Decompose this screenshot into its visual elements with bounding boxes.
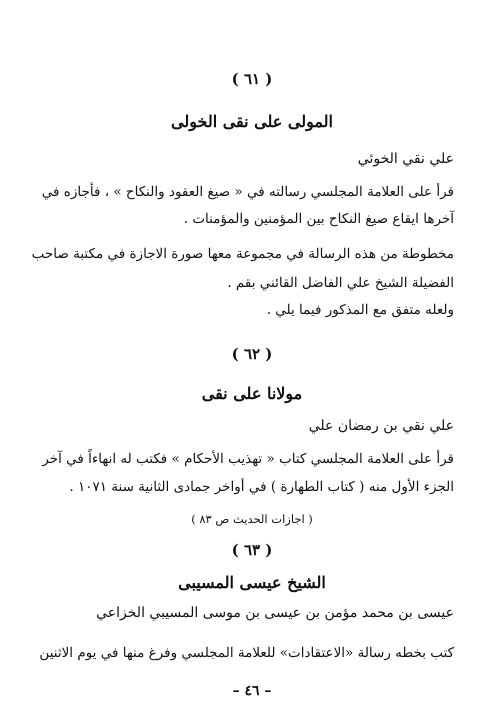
source-citation: ( اجازات الحديث ص ٨٣ ) — [191, 512, 313, 526]
entry-name: علي نقي بن رمضان علي — [308, 418, 454, 434]
paragraph-line: الفضيلة الشيخ علي الفاضل القائني بقم . — [227, 275, 454, 291]
entry-number: ( ٦٢ ) — [231, 345, 273, 363]
paragraph-line: كتب بخطه رسالة «الاعتقادات» للعلامة المجلسي وفرغ منها في يوم الاثنين — [39, 645, 454, 661]
entry-number: ( ٦١ ) — [231, 70, 273, 88]
paragraph-line: الجزء الأول منه ( كتاب الطهارة ) في أواخر جمادى الثانية سنة ١٠٧١ . — [69, 479, 454, 495]
entry-heading: المولى على نقى الخولى — [171, 112, 333, 131]
paragraph-line: مخطوطة من هذه الرسالة في مجموعة معها صورة الاجازة في مكتبة صاحب — [31, 246, 454, 262]
paragraph-line: آخرها ايقاع صيغ النكاح بين المؤمنين والمؤمنات . — [183, 211, 454, 227]
paragraph-line: قرأ على العلامة المجلسي كتاب « تهذيب الأحكام » فكتب له انهاءاً في آخر — [42, 451, 454, 467]
paragraph-line: ولعله متفق مع المذكور فيما يلي . — [266, 302, 454, 318]
entry-name: علي نقي الخوئي — [357, 151, 454, 167]
page-number: – ٤٦ – — [232, 683, 272, 699]
entry-heading: مولانا على نقى — [201, 384, 303, 403]
entry-name: عيسى بن محمد مؤمن بن عيسى بن موسى المسيبي الخزاعي — [96, 605, 454, 621]
paragraph-line: قرأ على العلامة المجلسي رسالته في « صيغ العقود والنكاح » ، فأجازه في — [41, 184, 454, 200]
entry-number: ( ٦٣ ) — [231, 541, 273, 559]
entry-heading: الشيخ عيسى المسيبى — [178, 573, 326, 592]
